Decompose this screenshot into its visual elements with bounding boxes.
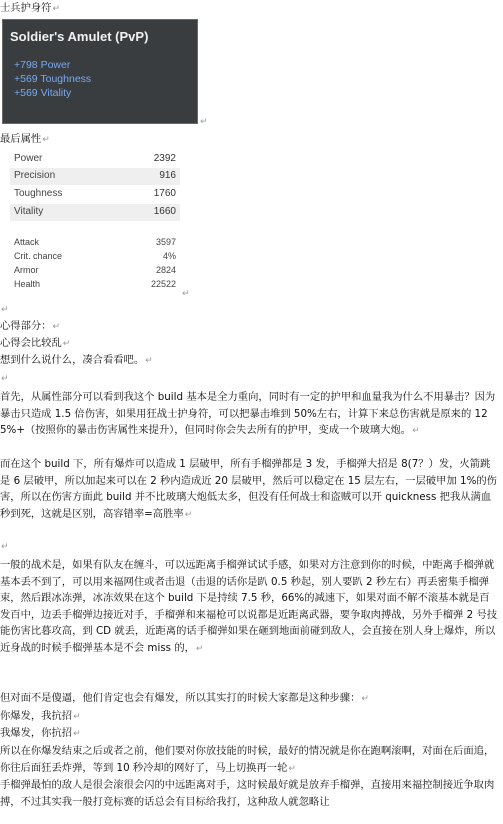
tooltip-stat-toughness: +569 Toughness — [14, 73, 92, 85]
paragraph-tactics: 一般的战术是，如果有队友在缠斗，可以远距离手榴弹试试手感，如果对方注意到你的时候，中距离手榴弹就基本丢不到了，可以用来福网住或者击退（击退的话你是趴 0.5 秒起，别人要趴 2 秒左右）再丢密集手榴弹束，然后跟冰冻弹，冰冻效果在这个 build 下是持续 7.5 秒，66%的减速下，如果对面不解不滚基本就是百发百中，边丢手榴弹边接近对手，手榴弹和来福枪可以说都是近距离武器，要争取肉搏战，另外手榴弹 2 号技能伤害比暮攻高，到 CD 就丢，近距离的话手榴弹如果在砸到地面前碰到敌人，会直接在别人身上爆炸，所以近身战的时候手榴弹基本是不会 miss 的，↵ — [0, 559, 498, 654]
paragraph-mark: ↵ — [1, 374, 9, 384]
tooltip-stat-vitality: +569 Vitality — [14, 87, 72, 99]
item-tooltip — [2, 19, 198, 124]
attribute-row-toughness: Toughness 1760 — [14, 188, 176, 199]
stat-row-attack: Attack 3597 — [14, 237, 176, 247]
stat-row-armor: Armor 2824 — [14, 265, 176, 275]
attribute-row-vitality: Vitality 1660 — [10, 204, 180, 221]
attributes-table — [10, 150, 180, 296]
paragraph-mark: ↵ — [200, 117, 208, 127]
intro-line-1: 心得会比较乱↵ — [0, 337, 71, 349]
stat-row-health: Health 22522 — [14, 279, 176, 289]
paragraph-mark: ↵ — [1, 305, 9, 315]
stat-row-crit-chance: Crit. chance 4% — [14, 251, 176, 261]
paragraph-burst-steps: 但对面不是傻逼，他们肯定也会有爆发，所以其实打的时候大家都是这种步骤：↵ — [0, 692, 369, 704]
paragraph-mark: ↵ — [1, 542, 9, 552]
step-line-2: 我爆发，你抗招↵ — [0, 727, 81, 739]
paragraph-build-overview: 首先，从属性部分可以看到我这个 build 基本是全力重向，同时有一定的护甲和血量我为什么不用暴击？因为暴击只造成 1.5 倍伤害，如果用狂战士护身符，可以把暴击堆到 50%左右，计算下来总伤害就是原来的 125%+（按照你的暴击伤害属性来提升），但同时你会失去所有的护甲，变成一个玻璃大炮。↵ — [0, 391, 496, 437]
attributes-heading: 最后属性↵ — [0, 133, 50, 145]
intro-line-2: 想到什么说什么，凑合看看吧。↵ — [0, 354, 153, 366]
tooltip-title: Soldier's Amulet (PvP) — [10, 29, 149, 44]
section-heading: 心得部分：↵ — [0, 320, 61, 332]
amulet-heading: 士兵护身符↵ — [0, 2, 61, 14]
tooltip-stat-power: +798 Power — [14, 59, 71, 71]
paragraph-counter: 手榴弹最怕的敌人是很会滚很会闪的中远距离对手，这时候最好就是放弃手榴弹，直接用来福控制接近争取肉搏，不过其实我一般打竞标赛的话总会有目标给我打，这种敌人就忽略让 — [0, 779, 495, 808]
step-line-1: 你爆发，我抗招↵ — [0, 710, 81, 722]
paragraph-kiting: 所以在你爆发结束之后或者之前，他们要对你放技能的时候，最好的情况就是你在跑啊滚啊，对面在后面追，你往后面狂丢炸弹，等到 10 秒冷却的网好了，马上切换再一轮↵ — [0, 745, 495, 774]
paragraph-armor-break: 而在这个 build 下，所有爆炸可以造成 1 层破甲，所有手榴弹都是 3 发，手榴弹大招是 8(7？）发，火箭跳是 6 层破甲，所以加起来可以在 2 秒内造成近 20 层破甲，然后可以稳定在 15 层左右，一层破甲加 1%的伤害，所以在伤害方面此 build 并不比玻璃大炮低太多，但没有任何战士和盗贼可以开 quickness 把我从满血秒到死，这就是区别，高容错率=高胜率↵ — [0, 458, 497, 520]
attribute-row-precision: Precision 916 — [10, 168, 180, 185]
paragraph-mark: ↵ — [182, 289, 190, 299]
attribute-row-power: Power 2392 — [14, 153, 176, 164]
